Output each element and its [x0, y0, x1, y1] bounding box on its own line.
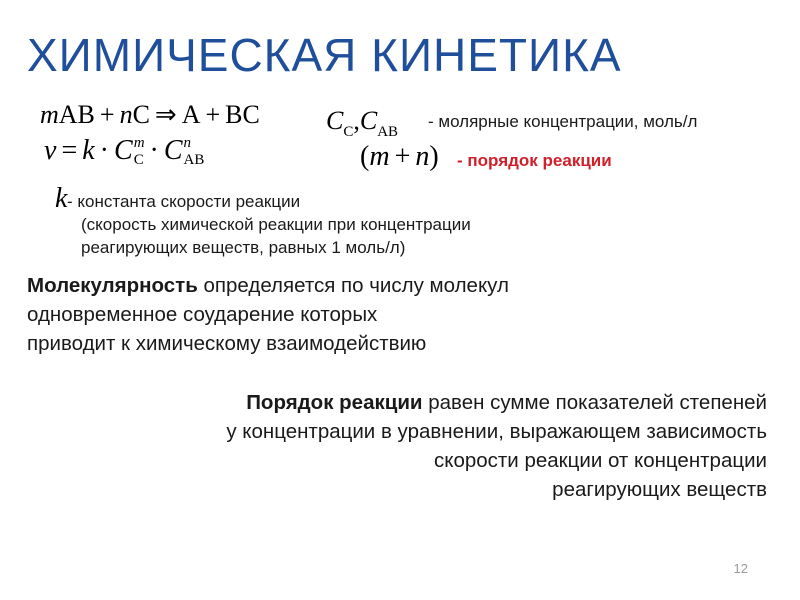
order-line-4: реагирующих веществ	[552, 478, 767, 501]
close-paren: )	[429, 141, 439, 172]
molecularity-line-1	[27, 271, 509, 300]
k-desc-line-2: (скорость химической реакции при концентрации	[81, 215, 471, 234]
rate-equation	[44, 135, 204, 168]
coef-m: m	[40, 100, 59, 129]
molecularity-paragraph	[27, 271, 509, 358]
var-m: m	[369, 141, 390, 172]
coef-n: n	[119, 100, 133, 129]
page-number: 12	[733, 561, 748, 576]
k-symbol: k	[55, 183, 68, 214]
order-expression	[360, 141, 439, 173]
concentration-symbol: C	[359, 106, 378, 135]
rate-symbol: v	[44, 135, 57, 166]
subscript-c: C	[343, 124, 354, 140]
rate-constant-symbol: k	[82, 135, 95, 166]
rate-constant-description	[67, 190, 471, 259]
order-line-3: скорости реакции от концентрации	[434, 449, 767, 472]
open-paren: (	[360, 141, 370, 172]
exponent-subscript	[133, 134, 145, 168]
concentration-symbols	[326, 106, 399, 140]
k-desc-line-3: реагирующих веществ, равных 1 моль/л)	[81, 238, 406, 257]
exponent-m: m	[133, 134, 145, 151]
order-line-1-rest: равен сумме показателей степеней	[422, 391, 767, 414]
product-bc: BC	[225, 100, 260, 129]
reactant-c: C	[132, 100, 150, 129]
plus-sign: +	[99, 100, 115, 129]
comma: ,	[353, 106, 360, 135]
exponent-subscript	[183, 134, 205, 168]
concentrations-label: - молярные концентрации, моль/л	[428, 112, 698, 131]
reactant-ab: AB	[58, 100, 95, 129]
dot-operator: ·	[99, 135, 109, 166]
reaction-order-term: Порядок реакции	[246, 391, 423, 414]
dot-operator: ·	[149, 135, 159, 166]
plus-sign: +	[205, 100, 221, 129]
molecularity-line-2: одновременное соударение которых	[27, 303, 378, 326]
slide-title: ХИМИЧЕСКАЯ КИНЕТИКА	[27, 29, 622, 81]
concentration-symbol: C	[326, 106, 344, 135]
exponent-n: n	[183, 134, 192, 151]
equals-sign: =	[61, 135, 78, 166]
reaction-order-paragraph	[226, 388, 767, 504]
molecularity-line-1-rest: определяется по числу молекул	[197, 274, 509, 297]
plus-sign: +	[394, 141, 411, 172]
subscript-ab: AB	[183, 151, 205, 168]
molecularity-term: Молекулярность	[27, 274, 198, 297]
concentration-symbol: C	[163, 135, 183, 166]
var-n: n	[415, 141, 430, 172]
reaction-equation	[40, 100, 260, 130]
molecularity-line-3: приводит к химическому взаимодействию	[27, 332, 427, 355]
concentration-symbol: C	[114, 135, 133, 166]
implies-arrow: ⇒	[154, 100, 177, 129]
order-line-2: у концентрации в уравнении, выражающем зависимость	[226, 420, 767, 443]
subscript-ab: AB	[377, 124, 399, 140]
order-line-1	[226, 388, 767, 417]
product-a: A	[181, 100, 201, 129]
subscript-c: C	[133, 151, 144, 168]
k-desc-line-1: - константа скорости реакции	[67, 192, 301, 211]
reaction-order-label: - порядок реакции	[457, 151, 612, 170]
